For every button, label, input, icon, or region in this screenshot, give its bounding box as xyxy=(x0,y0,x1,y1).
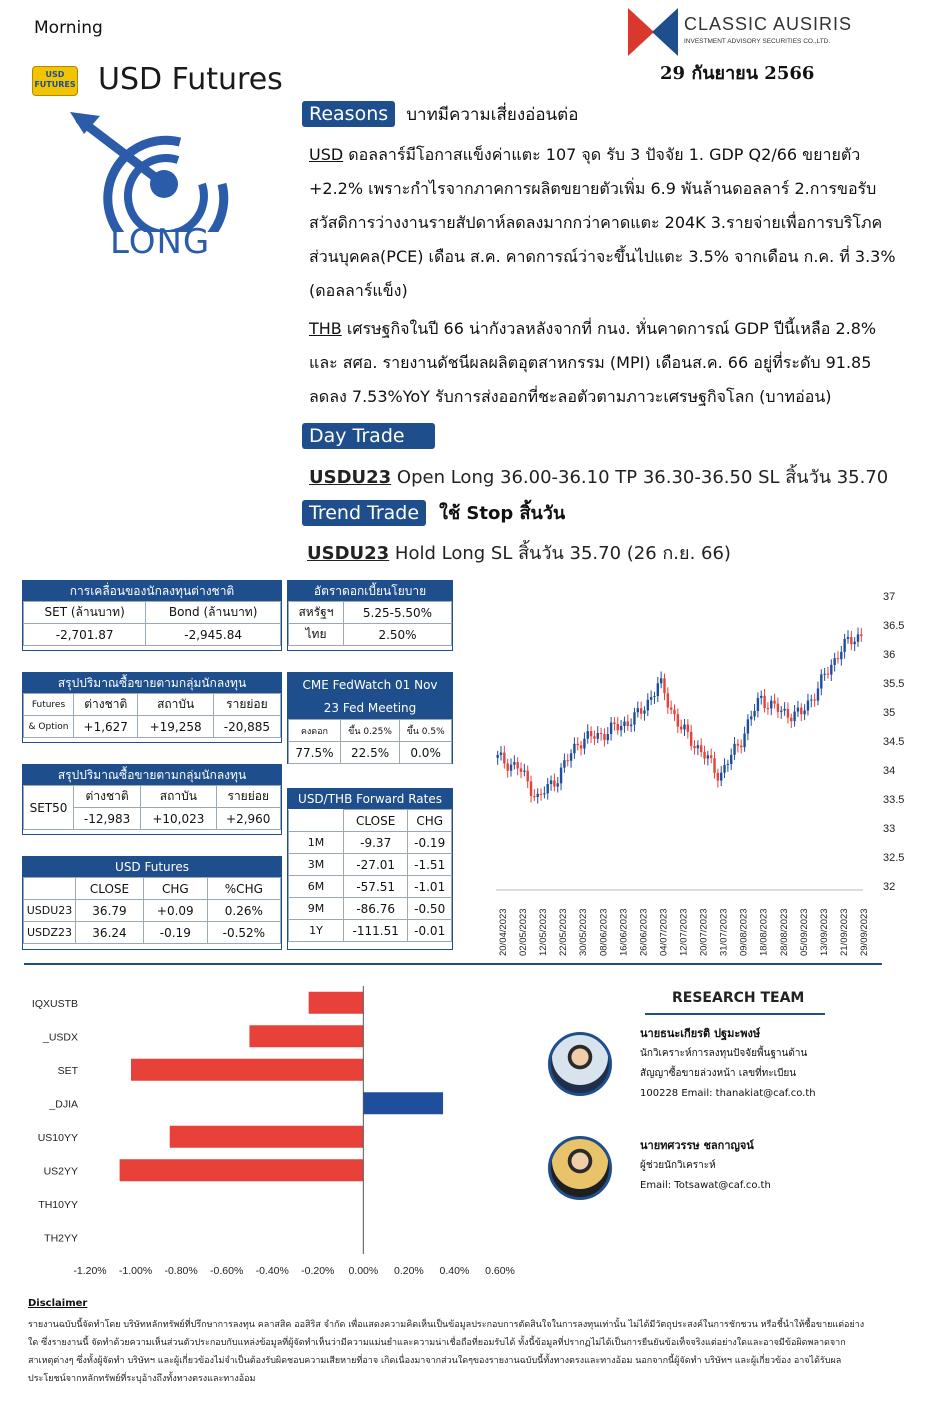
section-divider xyxy=(24,963,882,965)
bar xyxy=(363,1092,443,1114)
candle-body xyxy=(550,780,552,784)
policy-rate-box xyxy=(287,580,453,651)
bar-category-label: US2YY xyxy=(43,1165,78,1178)
candle-body xyxy=(640,708,642,713)
candle-body xyxy=(637,708,639,712)
candle-body xyxy=(827,674,829,675)
usd-futures-cell: -0.52% xyxy=(207,922,280,944)
usd-paragraph xyxy=(309,138,909,308)
fedwatch-value: 0.0% xyxy=(400,742,452,764)
candle-body xyxy=(653,696,655,697)
thb-text: เศรษฐกิจในปี 66 น่ากังวลหลังจากที่ กนง. หั่นคาดการณ์ GDP ปีนี้เหลือ 2.8% และ สศอ. รายงานดัชนีผลผลิตอุตสาหกรรม (MPI) เดือนส.ค. 66 อยู่ที่ระดับ 91.85 ลดลง 7.53%YoY รับการส่งออกที่ชะลอตัวตามภาวะเศรษฐกิจโลก (บาทอ่อน) xyxy=(309,319,877,406)
foreign-flow-value: -2,945.84 xyxy=(146,624,281,646)
usd-futures-cell: -0.19 xyxy=(143,922,207,944)
candle-body xyxy=(787,709,789,718)
policy-rate-country: สหรัฐฯ xyxy=(289,602,344,624)
candle-body xyxy=(853,642,855,644)
usd-futures-header: %CHG xyxy=(207,878,280,900)
candle-body xyxy=(743,734,745,748)
candle-body xyxy=(500,752,502,754)
candle-body xyxy=(537,794,539,797)
set50-flow-value: +2,960 xyxy=(216,808,281,830)
candle-body xyxy=(820,674,822,688)
candle-body xyxy=(607,734,609,740)
forward-rates-cell: -0.50 xyxy=(408,898,452,920)
candle-body xyxy=(760,696,762,698)
candle-body xyxy=(850,637,852,644)
candle-body xyxy=(593,736,595,738)
disclaimer-heading: Disclaimer xyxy=(28,1298,88,1309)
candle-body xyxy=(510,765,512,771)
usd-futures-title: USD Futures xyxy=(23,857,281,877)
y-tick-label: 36.5 xyxy=(883,620,905,632)
analyst-2-name: นายทศวรรษ ชลกาญจน์ xyxy=(640,1139,754,1152)
forward-rates-cell: -0.19 xyxy=(408,832,452,854)
x-tick-label: -0.80% xyxy=(164,1265,198,1277)
x-tick-label: 08/06/2023 xyxy=(598,908,610,956)
candle-body xyxy=(503,752,505,763)
forward-rates-tenor: 1M xyxy=(289,832,344,854)
set50-flow-title: สรุปปริมาณซื้อขายตามกลุ่มนักลงทุน xyxy=(23,765,281,785)
forward-rates-tenor: 6M xyxy=(289,876,344,898)
reasons-label: Reasons xyxy=(302,101,395,127)
usd-futures-symbol: USDZ23 xyxy=(24,922,76,944)
fedwatch-title: CME FedWatch 01 Nov xyxy=(302,678,438,692)
foreign-flow-header: Bond (ล้านบาท) xyxy=(146,602,281,624)
candle-body xyxy=(830,665,832,675)
analyst-2-role: ผู้ช่วยนักวิเคราะห์ xyxy=(640,1160,716,1171)
research-team-underline xyxy=(645,1013,825,1015)
day-trade-symbol: USDU23 xyxy=(309,467,392,488)
analyst-2-avatar xyxy=(548,1136,612,1200)
disclaimer-text: รายงานฉบับนี้จัดทำโดย บริษัทหลักทรัพย์ที่ปรึกษาการลงทุน คลาสสิค ออสิริส จำกัด เพื่อแสดงความคิดเห็นเป็นข้อมูลประกอบการตัดสินใจในการลงทุนเท่านั้น ไม่ได้มีวัตถุประสงค์ในการชักชวน หรือชี้นำให้ซื้อขายแต่อย่างใด ซึ่งรายงานนี้ จัดทำด้วยความเห็นส่วนตัวประกอบกับแหล่งข้อมูลที่ผู้จัดทำเห็นว่ามีความแม่นยำและความน่าเชื่อถือที่ยอมรับได้ ทั้งนี้ข้อมูลที่ปรากฏไม่ได้เป็นการยืนยันข้อเท็จจริงแต่อย่างใดและอาจมีข้อผิดพลาดจากสาเหตุต่างๆ ซึ่งทั้งผู้จัดทำ บริษัทฯ และผู้เกี่ยวข้องไม่จำเป็นต้องรับผิดชอบความเสียหายที่อาจ เกิดเนื่องมาจากส่วนใดๆของรายงานฉบับนี้ทั้งทางตรงและทางอ้อม นอกจากนี้ผู้จัดทำ บริษัทฯ และผู้เกี่ยวข้อง อาจได้รับผลประโยชน์จากหลักทรัพย์ที่ระบุอ้างถึงทั้งทางตรงและทางอ้อม xyxy=(28,1320,865,1384)
x-tick-label: -1.00% xyxy=(118,1265,153,1277)
candle-body xyxy=(800,708,802,715)
candle-body xyxy=(600,733,602,734)
x-tick-label: 05/09/2023 xyxy=(798,908,810,956)
day-trade-line xyxy=(309,462,888,491)
x-tick-label: 0.20% xyxy=(393,1265,424,1277)
trend-trade-text: Hold Long SL สิ้นวัน 35.70 (26 ก.ย. 66) xyxy=(394,543,731,564)
brand-logo-icon xyxy=(628,8,678,56)
x-tick-label: 22/05/2023 xyxy=(558,908,570,956)
forward-rates-header: CHG xyxy=(408,810,452,832)
candle-body xyxy=(753,711,755,716)
y-tick-label: 34.5 xyxy=(883,736,905,748)
forward-rates-tenor: 3M xyxy=(289,854,344,876)
set50-flow-row-label: SET50 xyxy=(24,786,74,830)
trend-trade-note: ใช้ Stop สิ้นวัน xyxy=(439,503,566,524)
candle-body xyxy=(496,755,498,758)
forward-rates-tenor: 9M xyxy=(289,898,344,920)
candle-body xyxy=(610,723,612,735)
candle-body xyxy=(677,714,679,726)
candle-body xyxy=(563,760,565,767)
usd-tag: USD xyxy=(309,145,344,164)
analyst-1-role: นักวิเคราะห์การลงทุนปัจจัยพื้นฐานด้าน xyxy=(640,1048,808,1059)
futures-flow-header: รายย่อย xyxy=(213,694,280,716)
usd-futures-header: CHG xyxy=(143,878,207,900)
bar-category-label: _DJIA xyxy=(49,1098,78,1111)
thb-tag: THB xyxy=(309,319,342,338)
forward-rates-title: USD/THB Forward Rates xyxy=(288,789,452,809)
x-tick-label: 16/06/2023 xyxy=(618,908,630,956)
y-tick-label: 32 xyxy=(883,881,896,893)
candle-body xyxy=(567,760,569,761)
policy-rate-value: 5.25-5.50% xyxy=(344,602,452,624)
candle-body xyxy=(780,711,782,712)
x-tick-label: -0.60% xyxy=(210,1265,244,1277)
x-tick-label: 28/08/2023 xyxy=(778,908,790,956)
candle-body xyxy=(643,710,645,713)
candle-body xyxy=(523,771,525,772)
usd-futures-header: CLOSE xyxy=(76,878,144,900)
usd-futures-symbol: USDU23 xyxy=(24,900,76,922)
candle-body xyxy=(793,712,795,722)
candle-body xyxy=(717,773,719,781)
foreign-flow-box xyxy=(22,580,282,651)
bar-category-label: US10YY xyxy=(37,1131,78,1144)
bar xyxy=(309,992,364,1014)
bar-category-label: _USDX xyxy=(42,1031,78,1044)
trend-trade-line xyxy=(307,538,731,567)
x-tick-label: 09/08/2023 xyxy=(738,908,750,956)
y-tick-label: 33 xyxy=(883,823,896,835)
thb-paragraph xyxy=(309,312,909,414)
x-tick-label: 0.40% xyxy=(439,1265,470,1277)
forward-rates-table xyxy=(288,809,452,942)
candle-body xyxy=(690,732,692,746)
y-tick-label: 37 xyxy=(883,591,896,603)
trend-trade-symbol: USDU23 xyxy=(307,543,390,564)
fedwatch-box xyxy=(287,672,453,764)
fedwatch-header: คงดอก xyxy=(289,720,341,742)
candle-body xyxy=(633,712,635,724)
candle-body xyxy=(740,746,742,748)
candle-body xyxy=(687,725,689,732)
futures-flow-row-label: & Option xyxy=(24,716,74,738)
candle-body xyxy=(667,693,669,707)
candle-body xyxy=(617,724,619,730)
analyst-1-contact: 100228 Email: thanakiat@caf.co.th xyxy=(640,1088,816,1099)
futures-flow-box xyxy=(22,672,282,743)
usd-futures-cell: 36.24 xyxy=(76,922,144,944)
bar-category-label: IQXUSTB xyxy=(31,997,78,1010)
fedwatch-header: ขึ้น 0.5% xyxy=(400,720,452,742)
set50-flow-header: รายย่อย xyxy=(216,786,281,808)
research-team-title: RESEARCH TEAM xyxy=(672,990,805,1006)
candle-body xyxy=(597,733,599,739)
candle-body xyxy=(620,726,622,730)
y-tick-label: 36 xyxy=(883,649,896,661)
candle-body xyxy=(840,652,842,659)
candle-body xyxy=(693,746,695,748)
signal-long: LONG xyxy=(110,222,211,262)
candle-body xyxy=(857,634,859,641)
usd-futures-badge-icon: USD FUTURES xyxy=(32,66,78,96)
candle-body xyxy=(763,696,765,708)
report-date: 29 กันยายน 2566 xyxy=(660,63,815,84)
candle-body xyxy=(803,711,805,715)
candle-body xyxy=(723,765,725,773)
x-tick-label: 20/04/2023 xyxy=(498,908,509,956)
set50-flow-header: สถาบัน xyxy=(141,786,216,808)
set50-flow-box xyxy=(22,764,282,835)
candle-body xyxy=(733,744,735,755)
candle-body xyxy=(547,784,549,793)
bar xyxy=(170,1126,364,1148)
day-trade-text: Open Long 36.00-36.10 TP 36.30-36.50 SL สิ้นวัน 35.70 xyxy=(396,467,889,488)
candle-body xyxy=(603,734,605,740)
x-tick-label: 0.60% xyxy=(485,1265,515,1277)
candle-body xyxy=(663,678,665,693)
candle-body xyxy=(530,781,532,796)
candle-body xyxy=(520,768,522,771)
candle-body xyxy=(747,719,749,733)
candle-body xyxy=(587,731,589,739)
analyst-1-avatar xyxy=(548,1032,612,1096)
usd-futures-cell: 36.79 xyxy=(76,900,144,922)
futures-flow-header: ต่างชาติ xyxy=(74,694,138,716)
x-tick-label: 0.00% xyxy=(348,1265,379,1277)
candle-body xyxy=(660,678,662,683)
forward-rates-cell: -57.51 xyxy=(344,876,408,898)
forward-rates-cell: -0.01 xyxy=(408,920,452,942)
x-tick-label: 02/05/2023 xyxy=(518,908,530,956)
candle-body xyxy=(573,744,575,753)
fedwatch-header: ขึ้น 0.25% xyxy=(340,720,399,742)
analyst-1-name: นายธนะเกียรติ ปฐมะพงษ์ xyxy=(640,1027,761,1040)
brand-name: CLASSIC AUSIRIS xyxy=(684,14,853,34)
candle-body xyxy=(540,794,542,795)
policy-rate-title: อัตราดอกเบี้ยนโยบาย xyxy=(288,581,452,601)
x-tick-label: 13/09/2023 xyxy=(818,908,830,956)
bar xyxy=(120,1159,364,1181)
candle-body xyxy=(543,793,545,794)
session-label: Morning xyxy=(34,18,103,38)
set50-flow-header: ต่างชาติ xyxy=(74,786,141,808)
page-title: USD Futures xyxy=(98,62,283,97)
x-tick-label: 12/07/2023 xyxy=(678,908,690,956)
x-tick-label: 30/05/2023 xyxy=(578,908,590,956)
candle-body xyxy=(570,753,572,761)
market-change-bar-chart xyxy=(20,976,540,1282)
futures-flow-header: สถาบัน xyxy=(138,694,213,716)
y-tick-label: 35.5 xyxy=(883,678,905,690)
candle-body xyxy=(727,764,729,765)
analyst-1-info xyxy=(640,1024,816,1104)
foreign-flow-value: -2,701.87 xyxy=(24,624,146,646)
candle-body xyxy=(627,721,629,726)
analyst-2-contact: Email: Totsawat@caf.co.th xyxy=(640,1180,771,1191)
brand-subtitle: INVESTMENT ADVISORY SECURITIES CO.,LTD. xyxy=(684,38,831,45)
set50-flow-value: -12,983 xyxy=(74,808,141,830)
forward-rates-cell: -86.76 xyxy=(344,898,408,920)
candle-body xyxy=(697,745,699,748)
x-tick-label: 26/06/2023 xyxy=(638,908,650,956)
candle-body xyxy=(670,708,672,710)
candle-body xyxy=(807,701,809,711)
candle-body xyxy=(583,739,585,749)
bar-category-label: TH10YY xyxy=(38,1198,78,1211)
candle-body xyxy=(710,755,712,758)
candle-body xyxy=(557,783,559,786)
y-tick-label: 34 xyxy=(883,765,896,777)
futures-flow-value: +19,258 xyxy=(138,716,213,738)
trend-trade-label: Trend Trade xyxy=(302,500,426,526)
candle-body xyxy=(730,755,732,764)
candle-body xyxy=(580,745,582,748)
target-arrow-icon xyxy=(70,112,240,232)
candle-body xyxy=(577,744,579,745)
x-tick-label: -0.20% xyxy=(301,1265,335,1277)
candle-body xyxy=(553,780,555,786)
forward-rates-cell: -9.37 xyxy=(344,832,408,854)
analyst-1-license: สัญญาซื้อขายล่วงหน้า เลขที่ทะเบียน xyxy=(640,1068,797,1079)
day-trade-label: Day Trade xyxy=(302,423,435,449)
candle-body xyxy=(810,699,812,700)
forward-rates-cell: -1.01 xyxy=(408,876,452,898)
y-tick-label: 32.5 xyxy=(883,852,905,864)
candle-body xyxy=(817,689,819,701)
candle-body xyxy=(590,731,592,736)
set50-flow-value: +10,023 xyxy=(141,808,216,830)
candle-body xyxy=(773,701,775,704)
analyst-2-info xyxy=(640,1136,771,1196)
candle-body xyxy=(683,725,685,730)
futures-flow-value: +1,627 xyxy=(74,716,138,738)
x-tick-label: 04/07/2023 xyxy=(658,908,670,956)
candle-body xyxy=(767,708,769,709)
reasons-headline: บาทมีความเสี่ยงอ่อนต่อ xyxy=(406,105,579,125)
x-tick-label: 12/05/2023 xyxy=(538,908,550,956)
candle-body xyxy=(813,699,815,700)
x-tick-label: 31/07/2023 xyxy=(718,908,730,956)
candle-body xyxy=(750,716,752,719)
x-tick-label: -1.20% xyxy=(73,1265,107,1277)
candle-body xyxy=(613,723,615,724)
bar-category-label: TH2YY xyxy=(44,1232,78,1245)
candle-body xyxy=(707,755,709,758)
x-tick-label: -0.40% xyxy=(255,1265,289,1277)
bar xyxy=(131,1059,363,1081)
candle-body xyxy=(720,773,722,781)
usd-futures-table xyxy=(23,877,281,944)
usd-text: ดอลลาร์มีโอกาสแข็งค่าแตะ 107 จุด รับ 3 ปัจจัย 1. GDP Q2/66 ขยายตัว +2.2% เพราะกำไรจากภาคการผลิตขยายตัวเพิ่ม 6.9 พันล้านดอลลาร์ 2.การขอรับสวัสดิการว่างงานรายสัปดาห์ลดลงมากกว่าคาดแตะ 204K 3.รายจ่ายเพื่อการบริโภคส่วนบุคคล(PCE) เดือน ส.ค. คาดการณ์ว่าจะขึ้นไปแตะ 3.5% จากเดือน ก.ค. ที่ 3.3% (ดอลลาร์แข็ง) xyxy=(309,145,896,300)
candle-body xyxy=(650,697,652,700)
foreign-flow-title: การเคลื่อนของนักลงทุนต่างชาติ xyxy=(23,581,281,601)
fedwatch-subtitle: 23 Fed Meeting xyxy=(323,701,417,715)
futures-flow-title: สรุปปริมาณซื้อขายตามกลุ่มนักลงทุน xyxy=(23,673,281,693)
candle-body xyxy=(837,658,839,659)
y-tick-label: 35 xyxy=(883,707,896,719)
x-tick-label: 20/07/2023 xyxy=(698,908,710,956)
usd-futures-cell: 0.26% xyxy=(207,900,280,922)
candle-body xyxy=(623,721,625,725)
usd-futures-box xyxy=(22,856,282,950)
fedwatch-value: 77.5% xyxy=(289,742,341,764)
candle-body xyxy=(860,634,862,636)
forward-rates-box xyxy=(287,788,453,950)
candle-body xyxy=(790,718,792,721)
policy-rate-value: 2.50% xyxy=(344,624,452,646)
x-tick-label: 29/09/2023 xyxy=(859,908,870,956)
candle-body xyxy=(526,771,528,782)
bar xyxy=(249,1025,363,1047)
candle-body xyxy=(647,700,649,711)
forward-rates-tenor: 1Y xyxy=(289,920,344,942)
candle-body xyxy=(783,709,785,711)
candle-body xyxy=(533,796,535,797)
candle-body xyxy=(680,727,682,730)
candle-body xyxy=(657,683,659,696)
usdthb-candlestick-chart xyxy=(488,582,910,962)
candle-body xyxy=(833,658,835,665)
candle-body xyxy=(847,637,849,639)
candle-body xyxy=(737,744,739,746)
futures-flow-value: -20,885 xyxy=(213,716,280,738)
forward-rates-header: CLOSE xyxy=(344,810,408,832)
candle-body xyxy=(516,762,518,768)
candle-body xyxy=(513,762,515,765)
candle-body xyxy=(700,745,702,752)
candle-body xyxy=(797,708,799,712)
forward-rates-cell: -27.01 xyxy=(344,854,408,876)
x-tick-label: 18/08/2023 xyxy=(758,908,770,956)
foreign-flow-header: SET (ล้านบาท) xyxy=(24,602,146,624)
candle-body xyxy=(506,763,508,770)
candle-body xyxy=(770,701,772,709)
forward-rates-cell: -1.51 xyxy=(408,854,452,876)
forward-rates-cell: -111.51 xyxy=(344,920,408,942)
candle-body xyxy=(843,639,845,652)
candle-body xyxy=(673,710,675,715)
policy-rate-country: ไทย xyxy=(289,624,344,646)
fedwatch-value: 22.5% xyxy=(340,742,399,764)
bar-category-label: SET xyxy=(57,1064,78,1077)
candle-body xyxy=(713,758,715,773)
candle-body xyxy=(560,768,562,784)
candle-body xyxy=(823,674,825,675)
candle-body xyxy=(757,698,759,711)
usd-futures-cell: +0.09 xyxy=(143,900,207,922)
y-tick-label: 33.5 xyxy=(883,794,905,806)
candle-body xyxy=(630,725,632,726)
candle-body xyxy=(703,752,705,759)
candle-body xyxy=(777,704,779,712)
x-tick-label: 21/09/2023 xyxy=(838,908,850,956)
futures-flow-row-label: Futures xyxy=(24,694,74,716)
